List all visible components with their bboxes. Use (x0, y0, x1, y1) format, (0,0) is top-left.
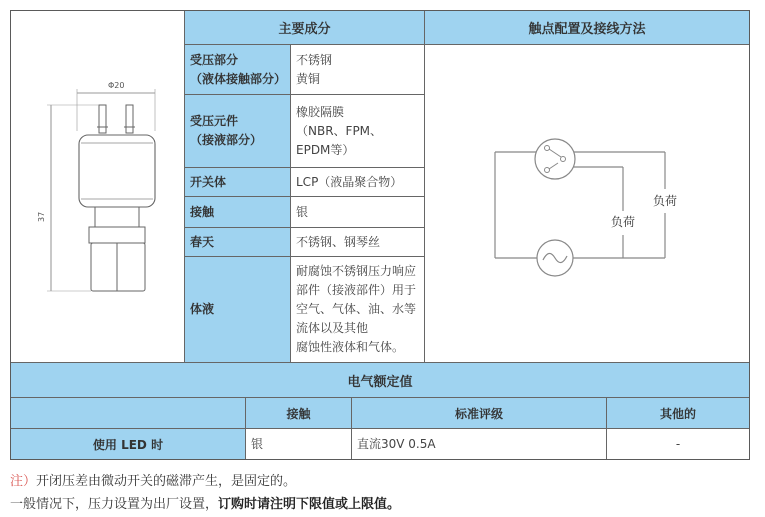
note-prefix: 注） (10, 474, 37, 489)
note-line-2-plain: 一般情况下，压力设置为出厂设置， (10, 497, 219, 512)
rating-row-led-label: 使用 LED 时 (11, 429, 246, 459)
row-spring-value: 不锈钢、钢琴丝 (291, 228, 425, 257)
note-line-1 (10, 470, 750, 493)
row-pressure-part-label (185, 45, 291, 95)
row1-label-line2: （液体接触部分） (190, 71, 287, 86)
rating-row-standard-value: 直流30V 0.5A (352, 429, 607, 459)
wiring-diagram (425, 45, 749, 363)
row2-value-line2: （NBR、FPM、 (296, 123, 383, 138)
switch-symbol (535, 139, 575, 179)
rating-col-blank (11, 398, 246, 429)
rating-row-contact-value: 银 (246, 429, 352, 459)
row-pressure-element-value (291, 95, 425, 168)
rating-title: 电气额定值 (11, 363, 749, 398)
row6-value-line4: 流体以及其他 (296, 321, 369, 335)
row1-label-line1: 受压部分 (190, 52, 239, 67)
rating-col-contact: 接触 (246, 398, 352, 429)
row2-label-line2: （接液部分） (190, 133, 263, 147)
wiring-diagram-panel (425, 45, 749, 363)
row1-value-line2: 黄铜 (296, 71, 321, 86)
row-pressure-element-label (185, 95, 291, 168)
rating-row-other-value: - (607, 429, 749, 459)
note-line-2 (10, 493, 750, 516)
row2-value-line3: EPDM等） (296, 142, 355, 157)
diameter-label: Φ20 (108, 81, 125, 90)
header-contact-config: 触点配置及接线方法 (425, 11, 749, 45)
row-spring-label: 春天 (185, 228, 291, 257)
row-fluid-value (291, 257, 425, 363)
row2-value-line1: 橡胶隔膜 (296, 104, 345, 119)
rating-col-standard: 标准评级 (352, 398, 607, 429)
row-switch-body-label: 开关体 (185, 168, 291, 197)
note-line-1-text: 开闭压差由微动开关的磁滞产生，是固定的。 (36, 474, 297, 489)
row6-value-line5: 腐蚀性液体和气体。 (296, 340, 405, 354)
row6-value-line1: 耐腐蚀不锈钢压力响应 (296, 264, 417, 278)
notes-section (10, 470, 750, 516)
header-main-components: 主要成分 (185, 11, 425, 45)
load-label-right: 负荷 (652, 194, 678, 208)
row-contact-label: 接触 (185, 197, 291, 228)
row1-value-line1: 不锈钢 (296, 52, 333, 67)
spec-frame (10, 10, 750, 460)
rating-col-other: 其他的 (607, 398, 749, 429)
row-contact-value: 银 (291, 197, 425, 228)
row-pressure-part-value (291, 45, 425, 95)
row-switch-body-value: LCP（液晶聚合物） (291, 168, 425, 197)
load-label-inner: 负荷 (610, 215, 636, 229)
row6-value-line2: 部件（接液部件）用于 (296, 283, 417, 297)
row-fluid-label: 体液 (185, 257, 291, 363)
pressure-switch-drawing (11, 11, 183, 361)
drawing-panel (11, 11, 185, 363)
row2-label-line1: 受压元件 (190, 114, 239, 128)
note-line-2-bold: 订购时请注明下限值或上限值。 (218, 497, 401, 512)
row6-value-line3: 空气、气体、油、水等 (296, 302, 417, 316)
height-label: 37 (37, 211, 46, 222)
